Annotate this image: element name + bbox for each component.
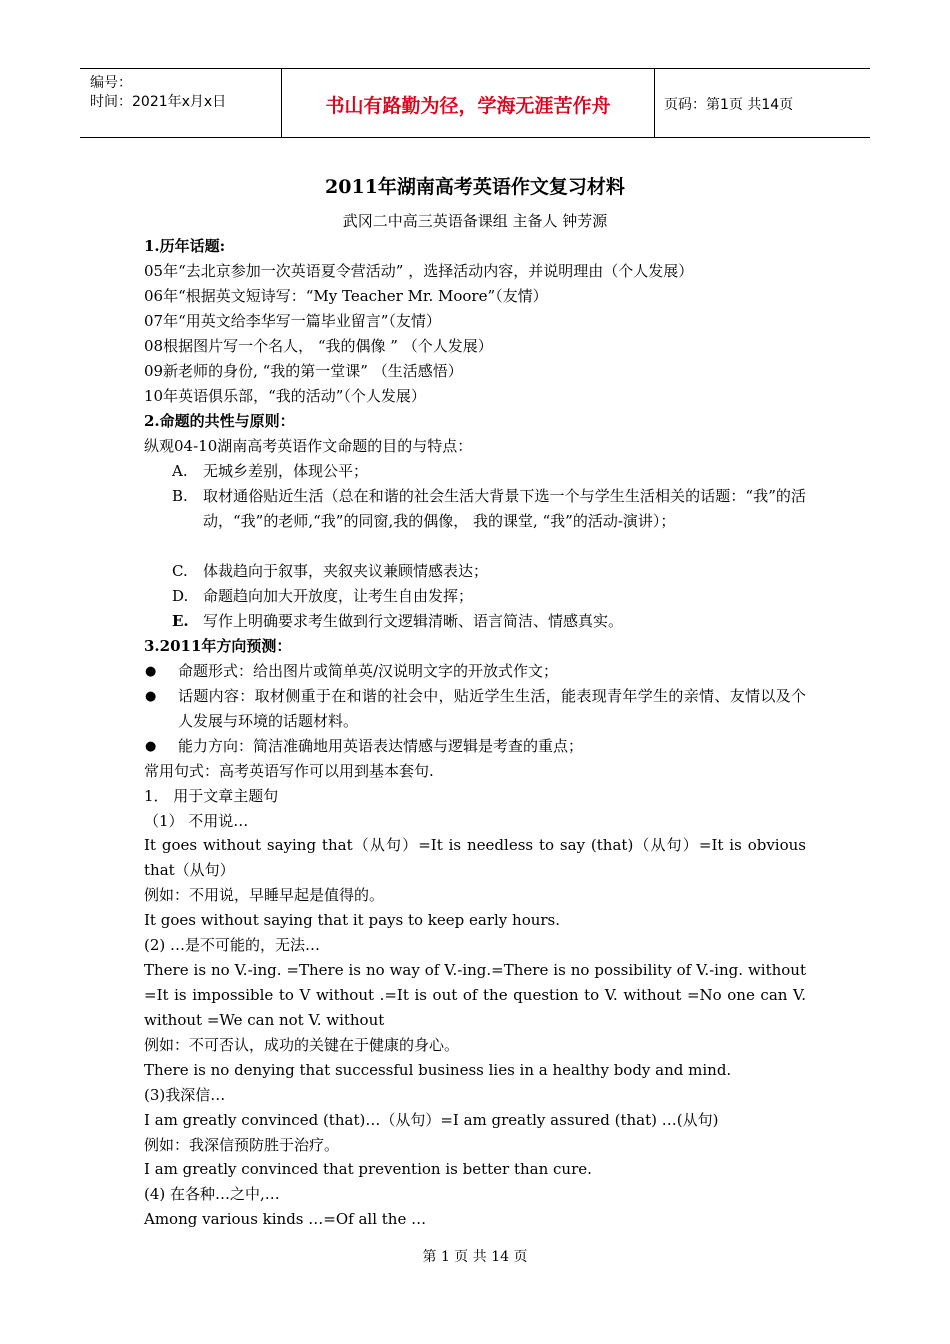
text-line: It goes without saying that（从句）=It is needless to say (that)（从句）=It is obvious that（从句） xyxy=(144,836,806,879)
text-line: 10年英语俱乐部，“我的活动”（个人发展） xyxy=(144,387,426,405)
list-item: 体裁趋向于叙事，夹叙夹议兼顾情感表达； xyxy=(203,562,489,580)
text-line: （1） 不用说… xyxy=(144,812,249,830)
list-item: 无城乡差别，体现公平； xyxy=(203,462,369,480)
section-heading: 3.2011年方向预测： xyxy=(144,637,292,655)
text-line: There is no V.-ing. =There is no way of V.-ing.=There is no possibility of V.-ing. without =It is impossible to V without .=It is out of the question to V. without =No one can V. without =We can not V. without xyxy=(144,961,806,1029)
text-line: (3)我深信… xyxy=(144,1086,226,1104)
text-line: (4) 在各种…之中,… xyxy=(144,1185,280,1203)
text-line: (2) …是不可能的，无法… xyxy=(144,936,321,954)
text-line: 例如：不用说，早睡早起是值得的。 xyxy=(144,886,385,904)
text-line: 常用句式：高考英语写作可以用到基本套句. xyxy=(144,762,434,780)
text-line: 1． 用于文章主题句 xyxy=(144,787,279,805)
page-title: 2011年湖南高考英语作文复习材料 xyxy=(325,176,625,198)
text-line: 06年“根据英文短诗写：“My Teacher Mr. Moore”（友情） xyxy=(144,287,548,305)
text-line: 09新老师的身份, “我的第一堂课” （生活感悟） xyxy=(144,362,463,380)
text-line: 07年“用英文给李华写一篇毕业留言”（友情） xyxy=(144,312,441,330)
number-label: 编号： xyxy=(90,75,132,91)
text-line: Among various kinds …=Of all the … xyxy=(144,1210,427,1228)
section-heading: 1.历年话题: xyxy=(144,237,226,255)
text-line: It goes without saying that it pays to keep early hours. xyxy=(144,911,561,929)
text-line: 例如：我深信预防胜于治疗。 xyxy=(144,1136,340,1154)
list-marker: B. xyxy=(172,487,188,505)
time-label: 时间：2021年x月x日 xyxy=(90,94,227,110)
bullet-icon: ● xyxy=(145,664,157,679)
list-marker: A. xyxy=(172,462,188,480)
text-line: 例如：不可否认，成功的关键在于健康的身心。 xyxy=(144,1036,460,1054)
header-meta xyxy=(80,69,281,137)
motto: 书山有路勤为径，学海无涯苦作舟 xyxy=(325,95,611,117)
bullet-item: 命题形式：给出图片或简单英/汉说明文字的开放式作文； xyxy=(178,662,559,680)
list-marker: E. xyxy=(172,612,189,630)
header-motto-cell xyxy=(281,69,655,137)
bullet-item: 话题内容：取材侧重于在和谐的社会中，贴近学生生活，能表现青年学生的亲情、友情以及个人发展与环境的话题材料。 xyxy=(178,687,806,730)
list-marker: C. xyxy=(172,562,188,580)
list-marker: D. xyxy=(172,587,189,605)
section-heading: 2.命题的共性与原则： xyxy=(144,412,295,430)
text-line: I am greatly convinced that prevention is better than cure. xyxy=(144,1160,592,1178)
page-footer: 第 1 页 共 14 页 xyxy=(422,1249,528,1265)
text-line: 05年“去北京参加一次英语夏令营活动” ，选择活动内容，并说明理由（个人发展） xyxy=(144,262,694,280)
text-line: 08根据图片写一个名人， “我的偶像 ” （个人发展） xyxy=(144,337,493,355)
page-info: 页码：第1页 共14页 xyxy=(664,97,794,113)
text-line: I am greatly convinced (that)…（从句）=I am greatly assured (that) …(从句) xyxy=(144,1111,719,1129)
list-item: 写作上明确要求考生做到行文逻辑清晰、语言简洁、情感真实。 xyxy=(203,612,624,630)
text-line: There is no denying that successful business lies in a healthy body and mind. xyxy=(144,1061,732,1079)
page-subtitle: 武冈二中高三英语备课组 主备人 钟芳源 xyxy=(342,212,608,230)
bullet-icon: ● xyxy=(145,739,157,754)
list-item: 命题趋向加大开放度，让考生自由发挥； xyxy=(203,587,474,605)
document-header xyxy=(80,68,870,138)
bullet-icon: ● xyxy=(145,689,157,704)
list-item: 取材通俗贴近生活（总在和谐的社会生活大背景下选一个与学生生活相关的话题：“我”的活动，“我”的老师,“我”的同窗,我的偶像， 我的课堂, “我”的活动-演讲）； xyxy=(203,487,806,530)
bullet-item: 能力方向：简洁准确地用英语表达情感与逻辑是考查的重点； xyxy=(178,737,584,755)
text-line: 纵观04-10湖南高考英语作文命题的目的与特点： xyxy=(144,437,473,455)
